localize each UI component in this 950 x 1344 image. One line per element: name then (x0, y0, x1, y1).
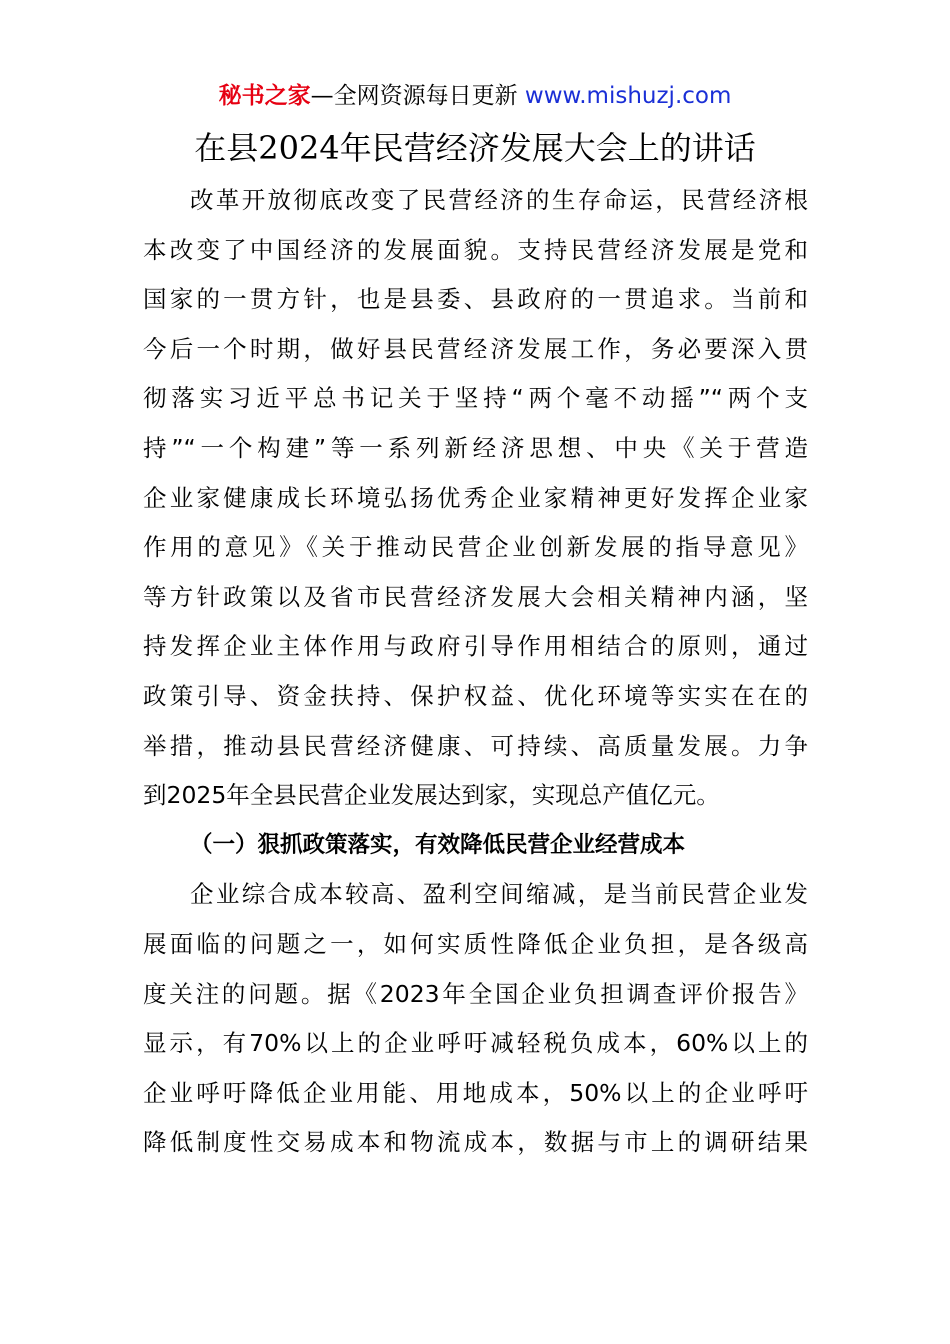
paragraph-line: 作用的意见》《关于推动民营企业创新发展的指导意见》 (143, 533, 808, 562)
paragraph-line: 展面临的问题之一，如何实质性降低企业负担，是各级高 (143, 929, 808, 958)
paragraph-line: 企业呼吁降低企业用能、用地成本，50%以上的企业呼吁 (143, 1078, 808, 1107)
section-heading: （一）狠抓政策落实，有效降低民营企业经营成本 (190, 831, 686, 858)
paragraph-line: 政策引导、资金扶持、保护权益、优化环境等实实在在的 (143, 681, 808, 710)
paragraph-line: 改革开放彻底改变了民营经济的生存命运，民营经济根 (190, 186, 808, 214)
paragraph-line: 持”“一个构建”等一系列新经济思想、中央《关于营造 (143, 433, 808, 462)
paragraph-line: 本改变了中国经济的发展面貌。支持民营经济发展是党和 (143, 235, 808, 264)
paragraph-line: 今后一个时期，做好县民营经济发展工作，务必要深入贯 (143, 334, 808, 363)
paragraph-line: 举措，推动县民营经济健康、可持续、高质量发展。力争 (143, 731, 808, 760)
paragraph-line: 彻落实习近平总书记关于坚持“两个毫不动摇”“两个支 (143, 384, 808, 413)
document-title: 在县2024年民营经济发展大会上的讲话 (194, 129, 756, 167)
paragraph-line: 降低制度性交易成本和物流成本，数据与市上的调研结果 (143, 1128, 808, 1157)
site-tagline: —全网资源每日更新 (310, 83, 525, 109)
paragraph-line: 到2025年全县民营企业发展达到家，实现总产值亿元。 (143, 781, 720, 810)
paragraph-line: 度关注的问题。据《2023年全国企业负担调查评价报告》 (143, 979, 808, 1008)
paragraph-line: 企业综合成本较高、盈利空间缩减，是当前民营企业发 (190, 880, 808, 909)
paragraph-line: 等方针政策以及省市民营经济发展大会相关精神内涵，坚 (143, 582, 808, 611)
document-body (143, 176, 808, 1168)
paragraph-line: 国家的一贯方针，也是县委、县政府的一贯追求。当前和 (143, 285, 808, 314)
paragraph-line: 企业家健康成长环境弘扬优秀企业家精神更好发挥企业家 (143, 483, 808, 512)
site-url-link[interactable]: www.mishuzj.com (524, 83, 732, 109)
site-brand: 秘书之家 (218, 83, 311, 109)
paragraph-line: 显示，有70%以上的企业呼吁减轻税负成本，60%以上的 (143, 1029, 808, 1058)
paragraph-line: 持发挥企业主体作用与政府引导作用相结合的原则，通过 (143, 632, 808, 661)
site-header (0, 80, 950, 112)
